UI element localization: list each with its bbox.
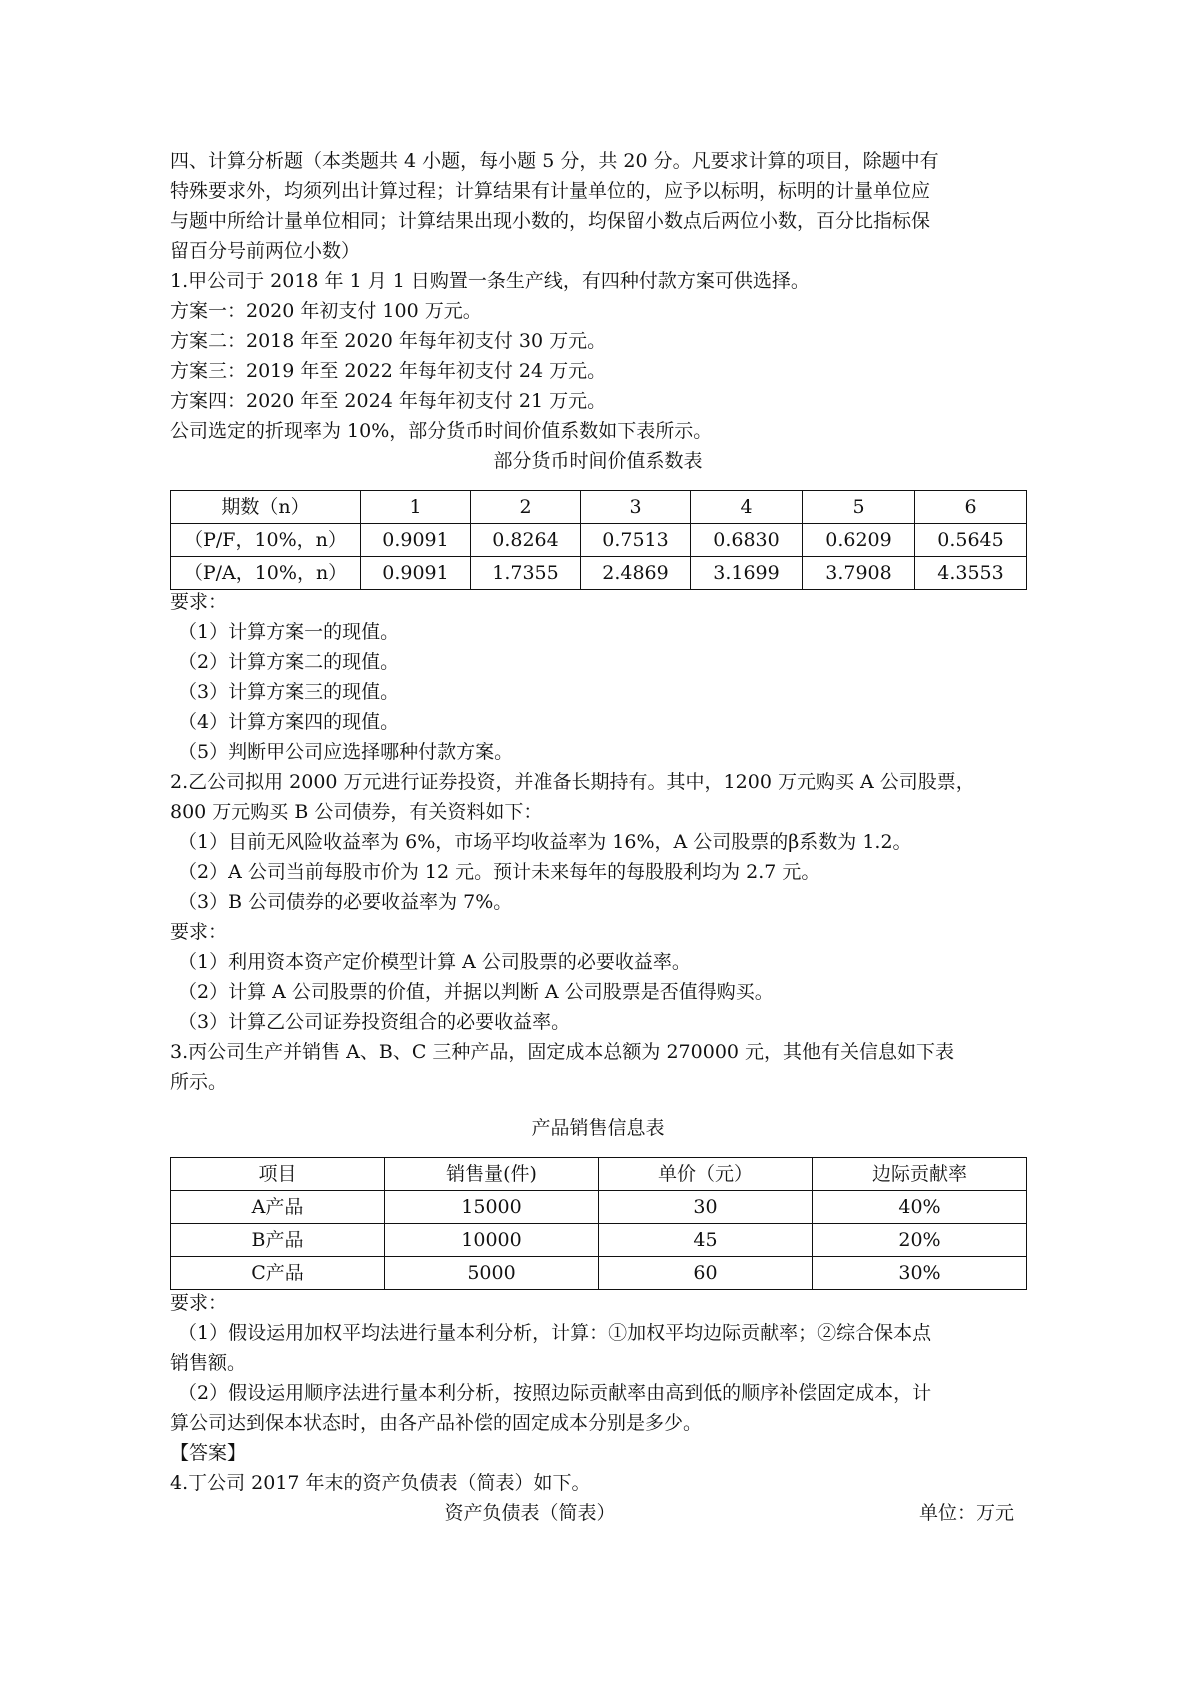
q1-requirement: （4）计算方案四的现值。 — [178, 711, 400, 733]
q3-requirement-cont: 销售额。 — [170, 1352, 247, 1374]
table-cell: 0.6209 — [803, 524, 915, 557]
section-header-line: 留百分号前两位小数） — [170, 240, 361, 262]
table-cell: 40% — [813, 1191, 1027, 1224]
table-cell: 3.7908 — [803, 557, 915, 590]
q1-requirement: （5）判断甲公司应选择哪种付款方案。 — [178, 741, 514, 763]
q1-plan-1: 方案一：2020 年初支付 100 万元。 — [170, 300, 482, 322]
table-cell: 0.6830 — [691, 524, 803, 557]
q1-requirements-label: 要求： — [170, 591, 228, 613]
q1-discount-rate: 公司选定的折现率为 10%，部分货币时间价值系数如下表所示。 — [170, 420, 713, 442]
table-cell: 30% — [813, 1257, 1027, 1290]
table-cell: 0.9091 — [361, 524, 471, 557]
q1-requirement: （1）计算方案一的现值。 — [178, 621, 400, 643]
q3-requirements-label: 要求： — [170, 1292, 228, 1314]
balance-sheet-title: 资产负债表（简表） — [444, 1502, 616, 1524]
table-row — [171, 524, 1027, 557]
q1-plan-3: 方案三：2019 年至 2022 年每年初支付 24 万元。 — [170, 360, 607, 382]
product-sales-table — [170, 1157, 1027, 1290]
table-header-cell: 单价（元） — [599, 1158, 813, 1191]
table-header-cell: 销售量(件) — [385, 1158, 599, 1191]
q1-plan-4: 方案四：2020 年至 2024 年每年初支付 21 万元。 — [170, 390, 607, 412]
table-cell: B产品 — [171, 1224, 385, 1257]
table-cell: 30 — [599, 1191, 813, 1224]
q3-requirement-cont: 算公司达到保本状态时，由各产品补偿的固定成本分别是多少。 — [170, 1412, 703, 1434]
table-cell: （P/F，10%，n） — [171, 524, 361, 557]
table-row — [171, 1224, 1027, 1257]
q4-stem: 4.丁公司 2017 年末的资产负债表（简表）如下。 — [170, 1472, 591, 1494]
table-cell: 2.4869 — [581, 557, 691, 590]
q1-plan-2: 方案二：2018 年至 2020 年每年初支付 30 万元。 — [170, 330, 607, 352]
section-header-line: 特殊要求外，均须列出计算过程；计算结果有计量单位的，应予以标明，标明的计量单位应 — [170, 180, 931, 202]
table-cell: 1.7355 — [471, 557, 581, 590]
table-header-row — [171, 1158, 1027, 1191]
table-header-cell: 1 — [361, 491, 471, 524]
table-header-row — [171, 491, 1027, 524]
tvm-factor-table — [170, 490, 1027, 590]
table-header-cell: 2 — [471, 491, 581, 524]
table-cell: A产品 — [171, 1191, 385, 1224]
table-cell: 0.9091 — [361, 557, 471, 590]
unit-label: 单位：万元 — [918, 1502, 1014, 1524]
table-header-cell: 6 — [915, 491, 1027, 524]
table-cell: 0.5645 — [915, 524, 1027, 557]
answer-label: 【答案】 — [170, 1442, 247, 1464]
q2-requirement: （1）利用资本资产定价模型计算 A 公司股票的必要收益率。 — [178, 951, 691, 973]
table-row — [171, 1191, 1027, 1224]
q3-stem: 3.丙公司生产并销售 A、B、C 三种产品，固定成本总额为 270000 元，其他有关信息如下表 — [170, 1041, 955, 1063]
q1-stem: 1.甲公司于 2018 年 1 月 1 日购置一条生产线，有四种付款方案可供选择。 — [170, 270, 810, 292]
q3-requirement: （2）假设运用顺序法进行量本利分析，按照边际贡献率由高到低的顺序补偿固定成本，计 — [178, 1382, 932, 1404]
table-cell: C产品 — [171, 1257, 385, 1290]
q2-stem: 800 万元购买 B 公司债券，有关资料如下： — [170, 801, 543, 823]
table-cell: 0.8264 — [471, 524, 581, 557]
section-header-line: 与题中所给计量单位相同；计算结果出现小数的，均保留小数点后两位小数，百分比指标保 — [170, 210, 931, 232]
table-cell: 5000 — [385, 1257, 599, 1290]
table-cell: 3.1699 — [691, 557, 803, 590]
q2-stem: 2.乙公司拟用 2000 万元进行证券投资，并准备长期持有。其中，1200 万元购买 A 公司股票， — [170, 771, 975, 793]
q2-fact: （2）A 公司当前每股市价为 12 元。预计未来每年的每股股利均为 2.7 元。 — [178, 861, 821, 883]
table-row — [171, 557, 1027, 590]
tvm-table-title: 部分货币时间价值系数表 — [493, 450, 703, 472]
table-cell: 0.7513 — [581, 524, 691, 557]
q1-requirement: （2）计算方案二的现值。 — [178, 651, 400, 673]
table-header-cell: 3 — [581, 491, 691, 524]
table-cell: 20% — [813, 1224, 1027, 1257]
q2-requirement: （2）计算 A 公司股票的价值，并据以判断 A 公司股票是否值得购买。 — [178, 981, 774, 1003]
q1-requirement: （3）计算方案三的现值。 — [178, 681, 400, 703]
table-header-cell: 5 — [803, 491, 915, 524]
q2-requirement: （3）计算乙公司证券投资组合的必要收益率。 — [178, 1011, 571, 1033]
table-cell: 45 — [599, 1224, 813, 1257]
section-header-line: 四、计算分析题（本类题共 4 小题，每小题 5 分，共 20 分。凡要求计算的项目，除题中有 — [170, 150, 939, 172]
table-cell: 15000 — [385, 1191, 599, 1224]
q3-stem: 所示。 — [170, 1071, 228, 1093]
table-header-cell: 项目 — [171, 1158, 385, 1191]
table-header-cell: 期数（n） — [171, 491, 361, 524]
q2-fact: （1）目前无风险收益率为 6%，市场平均收益率为 16%，A 公司股票的β系数为 1.2。 — [178, 831, 912, 853]
table-header-cell: 4 — [691, 491, 803, 524]
table-cell: 10000 — [385, 1224, 599, 1257]
table-cell: 60 — [599, 1257, 813, 1290]
q2-requirements-label: 要求： — [170, 921, 228, 943]
balance-sheet-caption — [170, 1498, 1026, 1528]
q3-requirement: （1）假设运用加权平均法进行量本利分析，计算：①加权平均边际贡献率；②综合保本点 — [178, 1322, 932, 1344]
table-cell: 4.3553 — [915, 557, 1027, 590]
table-cell: （P/A，10%，n） — [171, 557, 361, 590]
table-header-cell: 边际贡献率 — [813, 1158, 1027, 1191]
q2-fact: （3）B 公司债券的必要收益率为 7%。 — [178, 891, 513, 913]
table-row — [171, 1257, 1027, 1290]
sales-table-title: 产品销售信息表 — [531, 1117, 665, 1139]
